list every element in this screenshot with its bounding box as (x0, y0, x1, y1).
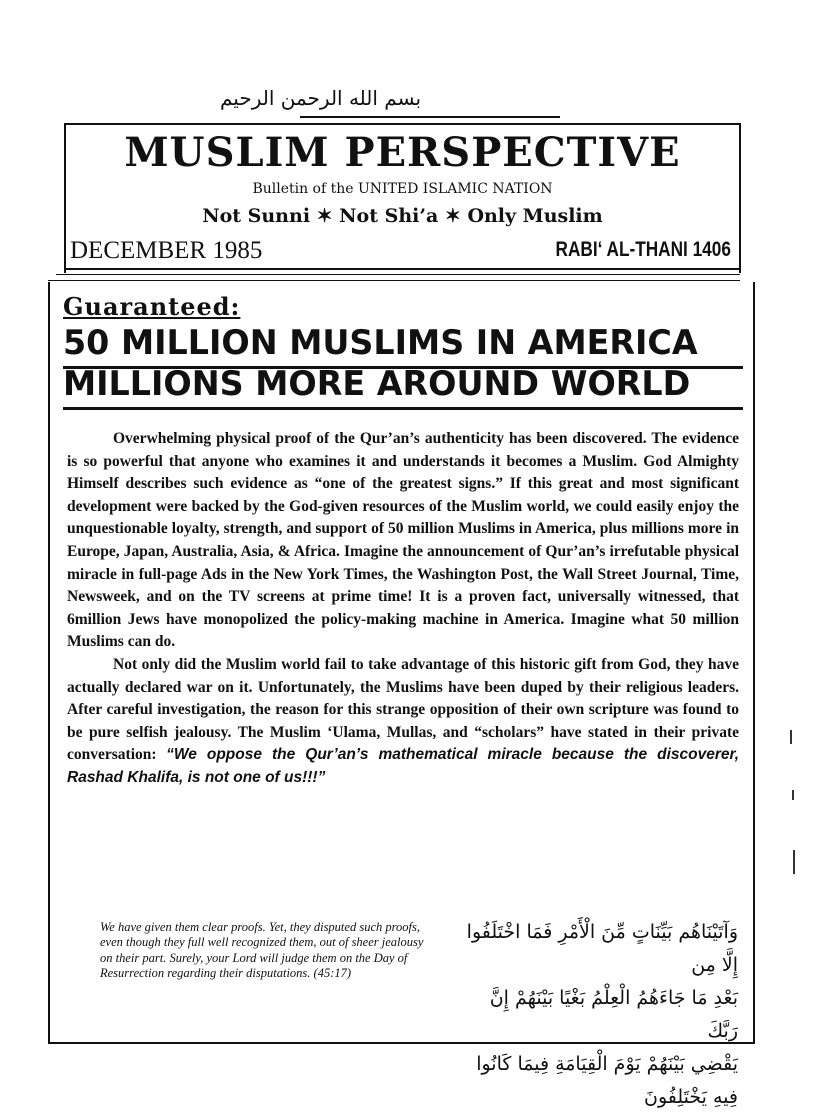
basmala-header (190, 86, 570, 126)
publication-title: MUSLIM PERSPECTIVE (124, 129, 681, 176)
verse-arabic (458, 916, 738, 1114)
verse-arabic-line: يَقْضِي بَيْنَهُمْ يَوْمَ الْقِيَامَةِ فِيمَا كَانُوا فِيهِ يَخْتَلِفُونَ (476, 1053, 738, 1108)
masthead (64, 123, 741, 273)
paragraph-text: Not only did the Muslim world fail to take advantage of this historic gift from God, they have actually declared war on it. Unfortunately, the Muslims have been duped by their religious leaders. After careful investigation, the reason for this strange opposition of their own scripture was found to be pure selfish jealousy. The Muslim ‘Ulama, Mullas, and “scholars” have stated in their private conversation: (67, 655, 739, 764)
paragraph (67, 654, 739, 790)
hijri-date: RABI‘ AL-THANI 1406 (555, 238, 731, 261)
article-kicker: Guaranteed: (63, 292, 241, 321)
basmala-underline (300, 116, 560, 118)
verse-arabic-line: بَعْدِ مَا جَاءَهُمُ الْعِلْمُ بَغْيًا بَيْنَهُمْ إِنَّ رَبَّكَ (489, 987, 738, 1042)
publication-motto: Not Sunni ✶ Not Shi’a ✶ Only Muslim (202, 205, 603, 227)
masthead-rule (48, 280, 740, 281)
scan-artifact (793, 850, 795, 874)
pull-quote: “We oppose the Qur’an’s mathematical miracle because the discoverer, Rashad Khalifa, is not one of us!!!” (67, 746, 740, 786)
headline-rule (63, 407, 743, 410)
headline-secondary: MILLIONS MORE AROUND WORLD (63, 364, 691, 404)
verse-translation: We have given them clear proofs. Yet, they disputed such proofs, even though they full well recognized them, out of sheer jealousy on their part. Surely, your Lord will judge them on the Day of Resurrection regarding their disputations. (45:17) (100, 920, 424, 981)
masthead-rule (56, 274, 740, 275)
scan-artifact (792, 790, 794, 800)
scan-artifact (790, 730, 792, 744)
headline-primary: 50 MILLION MUSLIMS IN AMERICA (63, 323, 698, 363)
paragraph: Overwhelming physical proof of the Qur’an’s authenticity has been discovered. The evidence is so powerful that anyone who examines it and understands it becomes a Muslim. God Almighty Himself describes such evidence as “one of the greatest signs.” If this great and most significant development were backed by the God-given resources of the Muslim world, we could easily enjoy the unquestionable loyalty, strength, and support of 50 million Muslims in America, plus millions more in Europe, Japan, Australia, Asia, & Africa. Imagine the announcement of Qur’an’s irrefutable physical miracle in full-page Ads in the New York Times, the Washington Post, the Wall Street Journal, Time, Newsweek, and on the TV screens at prime time! It is a proven fact, universally witnessed, that 6million Jews have monopolized the policy-making machine in America. Imagine what 50 million Muslims can do. (67, 430, 739, 651)
masthead-rule (64, 268, 741, 270)
verse-arabic-line: وَآتَيْنَاهُم بَيِّنَاتٍ مِّنَ الْأَمْرِ فَمَا اخْتَلَفُوا إِلَّا مِن (466, 921, 738, 976)
article-body (67, 428, 739, 790)
basmala-text: بسم الله الرحمن الرحيم (220, 86, 422, 110)
publication-subtitle: Bulletin of the UNITED ISLAMIC NATION (252, 181, 553, 197)
issue-date: DECEMBER 1985 (70, 237, 263, 264)
